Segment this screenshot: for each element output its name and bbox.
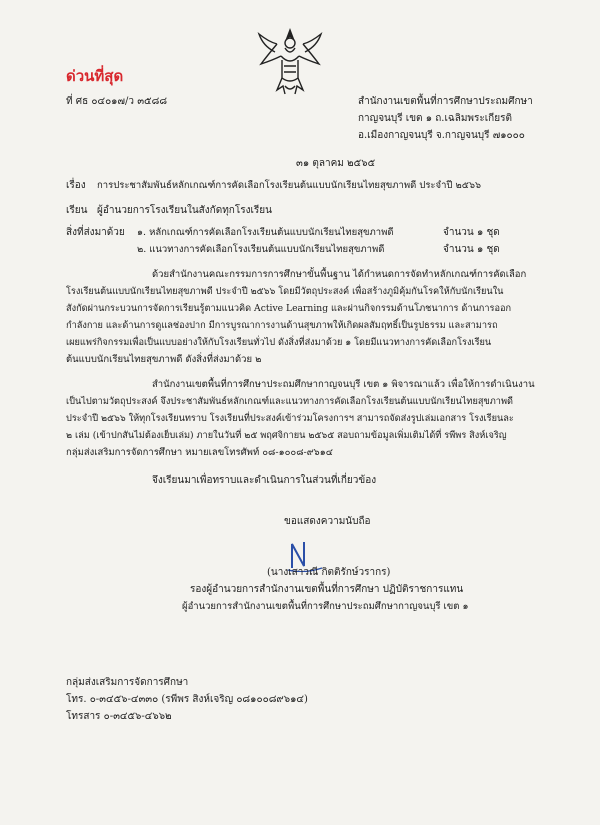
footer-phone: โทร. ๐-๓๔๕๖-๔๓๓๐ (รพีพร สิงห์เจริญ ๐๘๑๐๐๘๙๖๑๔) (66, 694, 308, 705)
sender-address-line3: อ.เมืองกาญจนบุรี จ.กาญจนบุรี ๗๑๐๐๐ (358, 130, 525, 141)
document-date: ๓๑ ตุลาคม ๒๕๖๕ (296, 158, 376, 169)
footer-fax: โทรสาร ๐-๓๔๕๖-๔๖๖๒ (66, 711, 172, 722)
document-number: ที่ ศธ ๐๔๐๑๗/ว ๓๕๘๘ (66, 96, 168, 107)
sender-address-line2: กาญจนบุรี เขต ๑ ถ.เฉลิมพระเกียรติ (358, 113, 512, 124)
paragraph1-line2: โรงเรียนต้นแบบนักเรียนไทยสุขภาพดี ประจำปี ๒๕๖๖ โดยมีวัตถุประสงค์ เพื่อสร้างภูมิคุ้มกันโรคให้กับนักเรียนใน (66, 286, 504, 297)
enclosure-item-2: ๒. แนวทางการคัดเลือกโรงเรียนต้นแบบนักเรียนไทยสุขภาพดี (137, 244, 385, 255)
paragraph2-line3: ประจำปี ๒๕๖๖ ให้ทุกโรงเรียนทราบ โรงเรียนที่ประสงค์เข้าร่วมโครงการฯ สามารถจัดส่งรูปเล่มเอกสาร โรงเรียนละ (66, 413, 514, 424)
paragraph1-line1: ด้วยสำนักงานคณะกรรมการการศึกษาขั้นพื้นฐาน ได้กำหนดการจัดทำหลักเกณฑ์การคัดเลือก (152, 269, 527, 280)
enclosure-qty-1: จำนวน ๑ ชุด (443, 227, 500, 238)
urgency-label: ด่วนที่สุด (66, 67, 124, 85)
subject-text: การประชาสัมพันธ์หลักเกณฑ์การคัดเลือกโรงเรียนต้นแบบนักเรียนไทยสุขภาพดี ประจำปี ๒๕๖๖ (97, 180, 481, 191)
enclosure-label: สิ่งที่ส่งมาด้วย (66, 227, 125, 238)
sender-address-line1: สำนักงานเขตพื้นที่การศึกษาประถมศึกษา (358, 96, 533, 107)
signer-title-line2: ผู้อำนวยการสำนักงานเขตพื้นที่การศึกษาประถมศึกษากาญจนบุรี เขต ๑ (182, 601, 469, 612)
salutation: ขอแสดงความนับถือ (284, 516, 371, 527)
paragraph2-line1: สำนักงานเขตพื้นที่การศึกษาประถมศึกษากาญจนบุรี เขต ๑ พิจารณาแล้ว เพื่อให้การดำเนินงาน (152, 379, 535, 390)
paragraph1-line4: กำลังกาย และด้านการดูแลช่องปาก มีการบูรณาการงานด้านสุขภาพให้เกิดผลสัมฤทธิ์เป็นรูปธรรม และสามารถ (66, 320, 498, 331)
paragraph1-line6: ต้นแบบนักเรียนไทยสุขภาพดี ดังสิ่งที่ส่งมาด้วย ๒ (66, 354, 262, 365)
signer-name: (นางเสาวณี กิตติรักษ์วรากร) (267, 567, 391, 578)
paragraph2-line5: กลุ่มส่งเสริมการจัดการศึกษา หมายเลขโทรศัพท์ ๐๘-๑๐๐๘-๙๖๑๔ (66, 447, 333, 458)
garuda-emblem-icon (255, 26, 325, 98)
enclosure-qty-2: จำนวน ๑ ชุด (443, 244, 500, 255)
paragraph2-line4: ๒ เล่ม (เข้าปกสันไม่ต้องเย็บเล่ม) ภายในวันที่ ๒๕ พฤศจิกายน ๒๕๖๕ สอบถามข้อมูลเพิ่มเติมได้ที่ รพีพร สิงห์เจริญ (66, 430, 507, 441)
paragraph1-line3: สังกัดผ่านกระบวนการจัดการเรียนรู้ตามแนวคิด Active Learning และผ่านกิจกรรมด้านโภชนาการ ด้านการออก (66, 303, 512, 314)
to-text: ผู้อำนวยการโรงเรียนในสังกัดทุกโรงเรียน (97, 205, 272, 216)
enclosure-item-1: ๑. หลักเกณฑ์การคัดเลือกโรงเรียนต้นแบบนักเรียนไทยสุขภาพดี (137, 227, 394, 238)
subject-label: เรื่อง (66, 180, 86, 191)
paragraph1-line5: เผยแพร่กิจกรรมเพื่อเป็นแบบอย่างให้กับโรงเรียนทั่วไป ดังสิ่งที่ส่งมาด้วย ๑ โดยมีแนวทางการคัดเลือกโรงเรียน (66, 337, 492, 348)
footer-office: กลุ่มส่งเสริมการจัดการศึกษา (66, 677, 189, 688)
closing-request: จึงเรียนมาเพื่อทราบและดำเนินการในส่วนที่เกี่ยวข้อง (152, 475, 377, 486)
signer-title-line1: รองผู้อำนวยการสำนักงานเขตพื้นที่การศึกษา ปฏิบัติราชการแทน (190, 584, 464, 595)
to-label: เรียน (66, 205, 88, 216)
paragraph2-line2: เป็นไปตามวัตถุประสงค์ จึงประชาสัมพันธ์หลักเกณฑ์และแนวทางการคัดเลือกโรงเรียนต้นแบบนักเรียนไทยสุขภาพดี (66, 396, 513, 407)
